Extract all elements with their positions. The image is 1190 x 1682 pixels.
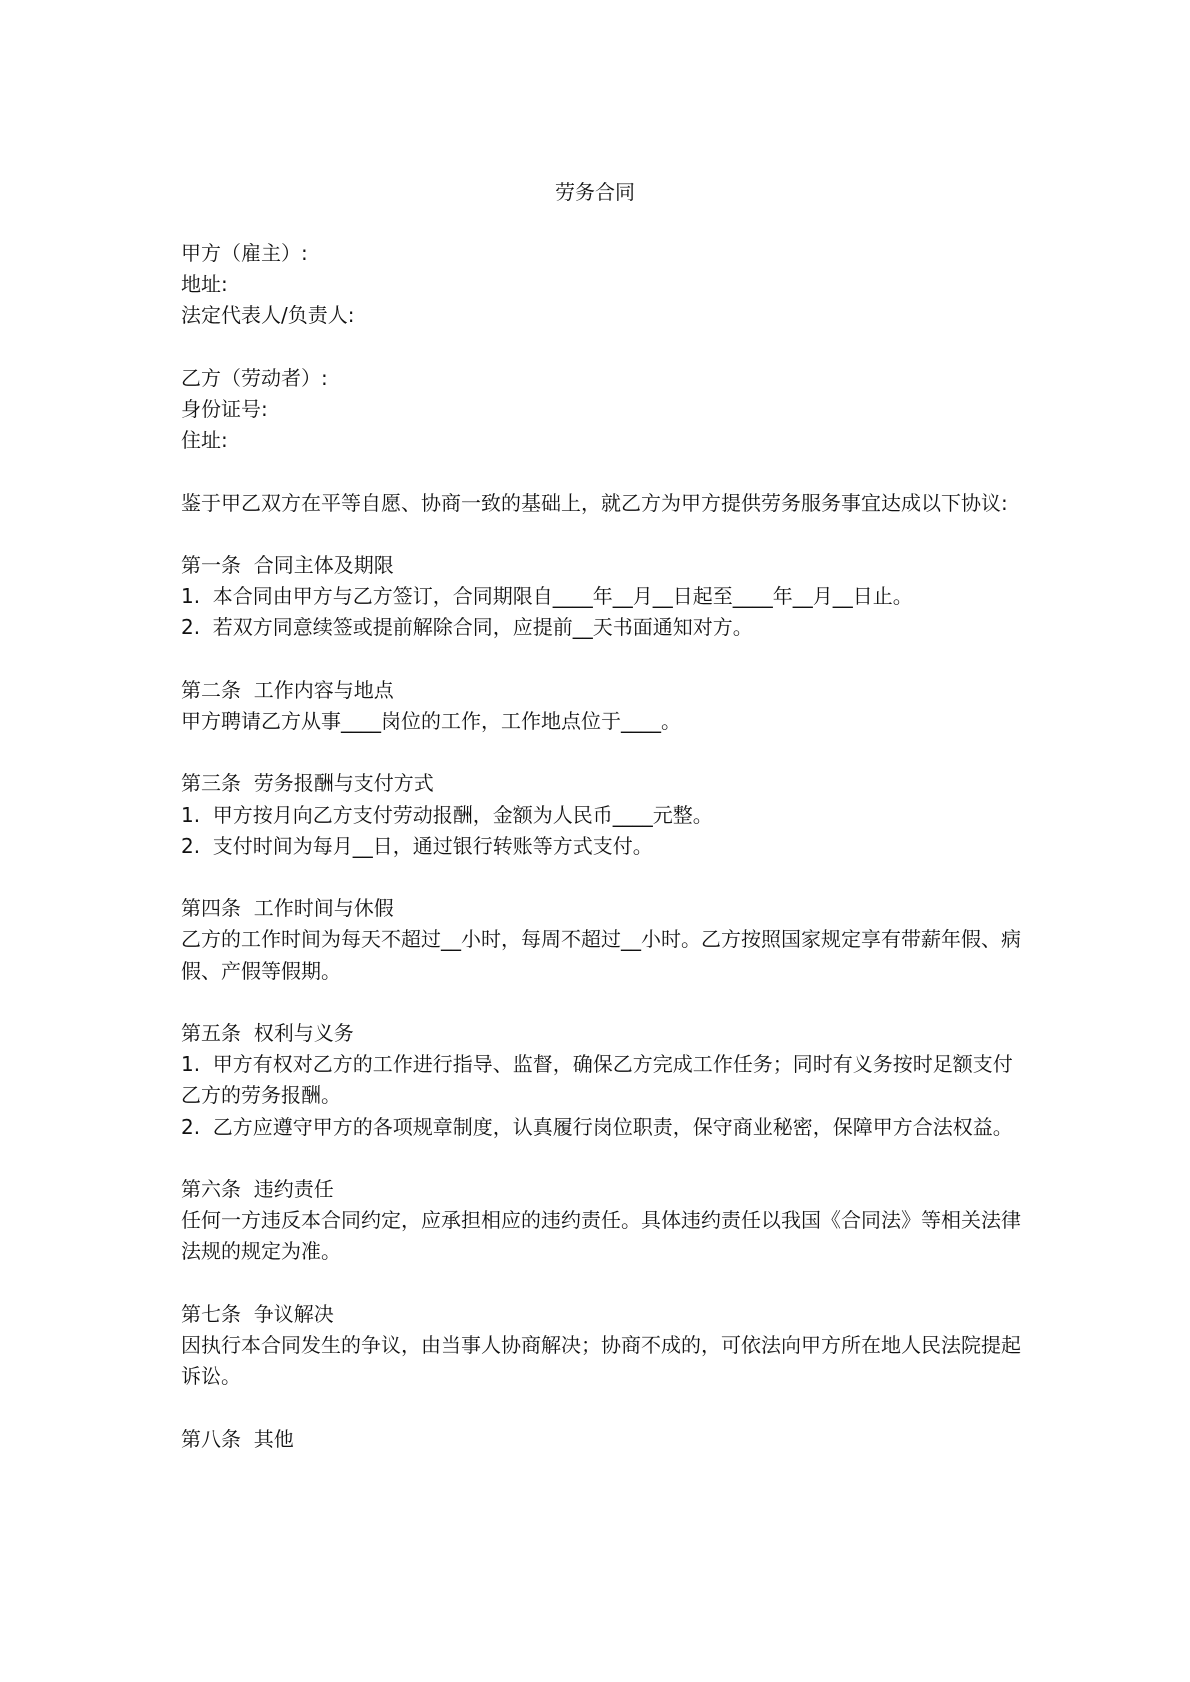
article-clause: 2. 支付时间为每月__日，通过银行转账等方式支付。 [181,833,653,858]
article-clause: 乙方的工作时间为每天不超过__小时，每周不超过__小时。乙方按照国家规定享有带薪年假、病假、产假等假期。 [181,927,1021,983]
party-a-block [181,238,1026,332]
article-heading: 第一条 合同主体及期限 [181,552,394,577]
article-6 [181,1174,1026,1268]
spacer [181,1268,1026,1299]
article-clause: 甲方聘请乙方从事____岗位的工作，工作地点位于____。 [181,708,681,733]
spacer [181,519,1026,550]
article-3 [181,768,1026,862]
party-b-id-label: 身份证号: [181,397,268,421]
article-heading: 第八条 其他 [181,1426,294,1451]
article-clause: 1. 甲方按月向乙方支付劳动报酬，金额为人民币____元整。 [181,802,713,827]
spacer [181,456,1026,487]
spacer [181,1143,1026,1174]
spacer [181,987,1026,1018]
article-clause: 任何一方违反本合同约定，应承担相应的违约责任。具体违约责任以我国《合同法》等相关法律法规的规定为准。 [181,1208,1021,1264]
article-heading: 第七条 争议解决 [181,1301,334,1326]
party-b-name-label: 乙方（劳动者）: [181,365,328,390]
preamble-paragraph: 鉴于甲乙双方在平等自愿、协商一致的基础上，就乙方为甲方提供劳务服务事宜达成以下协议: [181,490,1008,515]
article-heading: 第五条 权利与义务 [181,1020,354,1045]
document-body [181,238,1026,1455]
article-2 [181,675,1026,737]
article-8 [181,1424,1026,1455]
article-heading: 第二条 工作内容与地点 [181,677,394,702]
article-clause: 2. 乙方应遵守甲方的各项规章制度，认真履行岗位职责，保守商业秘密，保障甲方合法权益。 [181,1114,1013,1139]
party-a-representative-label: 法定代表人/负责人: [181,303,355,328]
article-heading: 第三条 劳务报酬与支付方式 [181,771,434,796]
party-a-name-label: 甲方（雇主）: [181,241,308,265]
spacer [181,1392,1026,1423]
article-clause: 1. 本合同由甲方与乙方签订，合同期限自____年__月__日起至____年__月__日止。 [181,584,913,609]
party-b-address-label: 住址: [181,428,228,453]
article-clause: 因执行本合同发生的争议，由当事人协商解决；协商不成的，可依法向甲方所在地人民法院提起诉讼。 [181,1332,1021,1389]
spacer [181,862,1026,893]
spacer [181,644,1026,675]
article-clause: 2. 若双方同意续签或提前解除合同，应提前__天书面通知对方。 [181,615,753,640]
document-title: 劳务合同 [555,180,635,204]
article-heading: 第四条 工作时间与休假 [181,896,394,921]
article-1 [181,550,1026,644]
party-a-address-label: 地址: [181,272,228,297]
article-heading: 第六条 违约责任 [181,1176,334,1201]
party-b-block [181,363,1026,457]
spacer [181,737,1026,768]
article-clause: 1. 甲方有权对乙方的工作进行指导、监督，确保乙方完成工作任务；同时有义务按时足额支付乙方的劳务报酬。 [181,1052,1013,1108]
article-4 [181,893,1026,987]
article-5 [181,1018,1026,1143]
article-7 [181,1299,1026,1393]
spacer [181,332,1026,363]
